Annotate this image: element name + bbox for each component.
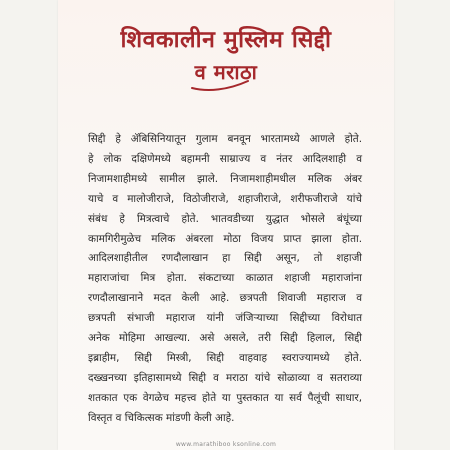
- blurb-line: संबंध हे मित्रत्वाचे होते. भातवडीच्या युद्धात भोसले बंधूंच्या: [88, 212, 362, 225]
- book-title-line-2: व मराठा: [194, 60, 258, 84]
- blurb-line: छत्रपती संभाजी महाराज यांनी जंजिऱ्याच्या सिद्दीच्या विरोधात: [88, 312, 362, 325]
- blurb-line: रणदौलाखानाने मदत केली आहे. छत्रपती शिवाजी महाराज व: [88, 292, 362, 305]
- book-title-line-1: शिवकालीन मुस्लिम सिद्दी: [120, 27, 332, 53]
- title-swash-ornament: [190, 78, 250, 92]
- blurb-line: दख्खनच्या इतिहासामध्ये सिद्दी व मराठा यांचे सोळाव्या व सतराव्या: [88, 371, 362, 384]
- cover-sheet: [58, 0, 394, 450]
- blurb-line: इब्राहीम, सिद्दी मिस्त्री, सिद्दी वाहवाह स्वराज्यामध्ये होते.: [88, 351, 362, 364]
- blurb-line: सिद्दी हे ॲबिसिनियातून गुलाम बनवून भारतामध्ये आणले होते.: [88, 133, 362, 145]
- blurb-line: कामगिरीमुळेच मलिक अंबरला मोठा विजय प्राप्त झाला होता.: [88, 232, 362, 245]
- blurb-line: आदिलशाहीतील रणदौलाखान हा सिद्दी असून, तो शहाजी: [88, 252, 362, 265]
- blurb-line: अनेक मोहिमा आखल्या. असे असले, तरी सिद्दी हिलाल, सिद्दी: [88, 332, 362, 345]
- blurb-line: शतकात एक वेगळेच महत्त्व होते या पुस्तकात या सर्व पैलूंची साधार,: [88, 391, 362, 404]
- blurb-line: निजामशाहीमध्ये सामील झाले. निजामशाहीमधील मलिक अंबर: [88, 172, 362, 185]
- blurb-line: हे लोक दक्षिणेमध्ये बहामनी साम्राज्य व नंतर आदिलशाही व: [88, 152, 362, 165]
- blurb-line: याचे व मालोजीराजे, विठोजीराजे, शहाजीराजे, शरीफजीराजे यांचे: [88, 192, 362, 205]
- blurb-line: विस्तृत व चिकित्सक मांडणी केली आहे.: [88, 411, 235, 424]
- website-footer: www.marathiboo ksonline.com: [175, 441, 277, 448]
- book-blurb: [88, 130, 362, 429]
- blurb-line: महाराजांचा मित्र होता. संकटाच्या काळात शहाजी महाराजांना: [88, 272, 362, 285]
